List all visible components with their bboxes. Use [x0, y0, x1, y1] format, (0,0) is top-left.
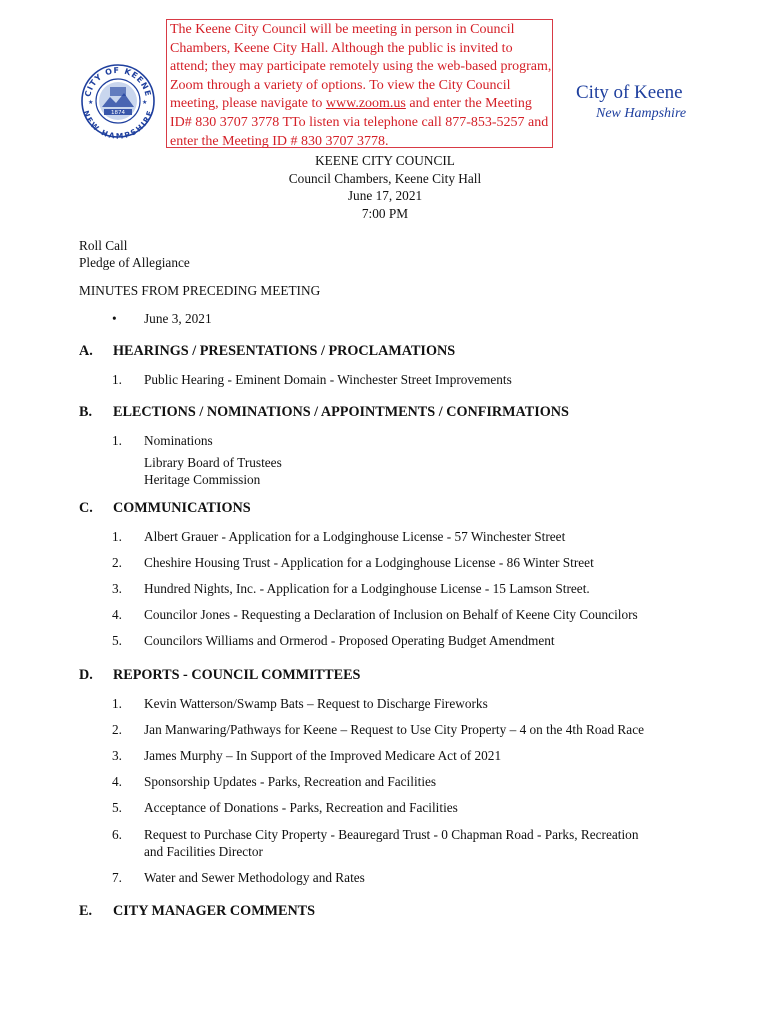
section-e-heading: CITY MANAGER COMMENTS — [113, 903, 316, 919]
agenda-item: Acceptance of Donations - Parks, Recreation and Facilities — [144, 800, 458, 815]
agenda-item: Sponsorship Updates - Parks, Recreation and Facilities — [144, 774, 437, 789]
agenda-item-number: 5. — [112, 633, 122, 648]
agenda-item: Albert Grauer - Application for a Lodginghouse License - 57 Winchester Street — [144, 529, 566, 544]
agenda-item-number: 5. — [112, 800, 122, 815]
agenda-item-number: 1. — [112, 433, 122, 448]
notice-text: The Keene City Council will be meeting in person in Council Chambers, Keene City Hall. Although the public is invited to attend; they may participate remotely using the web-based program, Zoom through a variety of options. To view the City Council meeting, please navigate to — [170, 22, 552, 112]
nomination-board: Heritage Commission — [144, 472, 261, 487]
agenda-item-number: 2. — [112, 555, 122, 570]
section-a-letter: A. — [79, 343, 93, 359]
nomination-board: Library Board of Trustees — [144, 455, 282, 470]
agenda-item: Water and Sewer Methodology and Rates — [144, 870, 365, 885]
state-name: New Hampshire — [596, 106, 687, 121]
notice-text-continued: and enter the Meeting ID# 830 3707 3778 TTo listen via telephone call 877-853-5257 and enter the Meeting ID # 830 3707 3778. — [170, 96, 549, 149]
svg-text:★: ★ — [142, 100, 148, 106]
pledge-of-allegiance: Pledge of Allegiance — [79, 255, 190, 270]
agenda-item-number: 1. — [112, 696, 122, 711]
meeting-date: June 17, 2021 — [347, 188, 423, 203]
zoom-link[interactable]: www.zoom.us — [325, 96, 406, 112]
city-seal-logo — [80, 63, 156, 139]
agenda-item-number: 2. — [112, 722, 122, 737]
remote-meeting-notice — [166, 19, 553, 148]
agenda-item: Kevin Watterson/Swamp Bats – Request to Discharge Fireworks — [144, 696, 488, 711]
minutes-date-item: June 3, 2021 — [144, 311, 212, 326]
minutes-heading: MINUTES FROM PRECEDING MEETING — [79, 283, 321, 298]
section-b-letter: B. — [79, 404, 93, 420]
agenda-item: Request to Purchase City Property - Beauregard Trust - 0 Chapman Road - Parks, Recreation — [144, 827, 639, 842]
svg-text:★: ★ — [88, 100, 94, 106]
agenda-header — [0, 152, 770, 222]
agenda-item-number: 3. — [112, 581, 122, 596]
section-e-letter: E. — [79, 903, 93, 919]
agenda-item: Cheshire Housing Trust - Application for a Lodginghouse License - 86 Winter Street — [144, 555, 594, 570]
council-title: KEENE CITY COUNCIL — [315, 153, 455, 168]
section-c-letter: C. — [79, 500, 93, 516]
agenda-item: Hundred Nights, Inc. - Application for a Lodginghouse License - 15 Lamson Street. — [144, 581, 590, 596]
agenda-item-number: 4. — [112, 774, 122, 789]
section-c-heading: COMMUNICATIONS — [113, 500, 251, 516]
minutes-bullet: • — [112, 311, 117, 326]
agenda-item-number: 1. — [112, 529, 122, 544]
agenda-item: Jan Manwaring/Pathways for Keene – Request to Use City Property – 4 on the 4th Road Race — [144, 722, 645, 737]
section-d-letter: D. — [79, 667, 93, 683]
agenda-item: Councilor Jones - Requesting a Declaration of Inclusion on Behalf of Keene City Councilors — [144, 607, 638, 622]
section-d-heading: REPORTS - COUNCIL COMMITTEES — [113, 667, 361, 683]
agenda-item-number: 6. — [112, 827, 122, 842]
section-a-heading: HEARINGS / PRESENTATIONS / PROCLAMATIONS — [113, 343, 456, 359]
agenda-item-number: 7. — [112, 870, 122, 885]
seal-year: 1874 — [111, 110, 125, 116]
agenda-item-continued: and Facilities Director — [144, 844, 263, 859]
agenda-item-number: 3. — [112, 748, 122, 763]
roll-call: Roll Call — [79, 238, 128, 253]
agenda-item-number: 1. — [112, 372, 122, 387]
city-name-block — [576, 82, 706, 122]
agenda-item: Nominations — [144, 433, 213, 448]
agenda-item: Councilors Williams and Ormerod - Proposed Operating Budget Amendment — [144, 633, 555, 648]
agenda-item: Public Hearing - Eminent Domain - Winchester Street Improvements — [144, 372, 512, 387]
seal-top-text: CITY OF KEENE — [83, 65, 153, 98]
agenda-item: James Murphy – In Support of the Improved Medicare Act of 2021 — [144, 748, 502, 763]
section-b-heading: ELECTIONS / NOMINATIONS / APPOINTMENTS / CONFIRMATIONS — [113, 404, 569, 420]
seal-bottom-text: NEW HAMPSHIRE — [81, 109, 155, 139]
city-name: City of Keene — [576, 82, 683, 103]
meeting-time: 7:00 PM — [361, 205, 409, 221]
agenda-item-number: 4. — [112, 607, 122, 622]
meeting-location: Council Chambers, Keene City Hall — [288, 170, 482, 186]
